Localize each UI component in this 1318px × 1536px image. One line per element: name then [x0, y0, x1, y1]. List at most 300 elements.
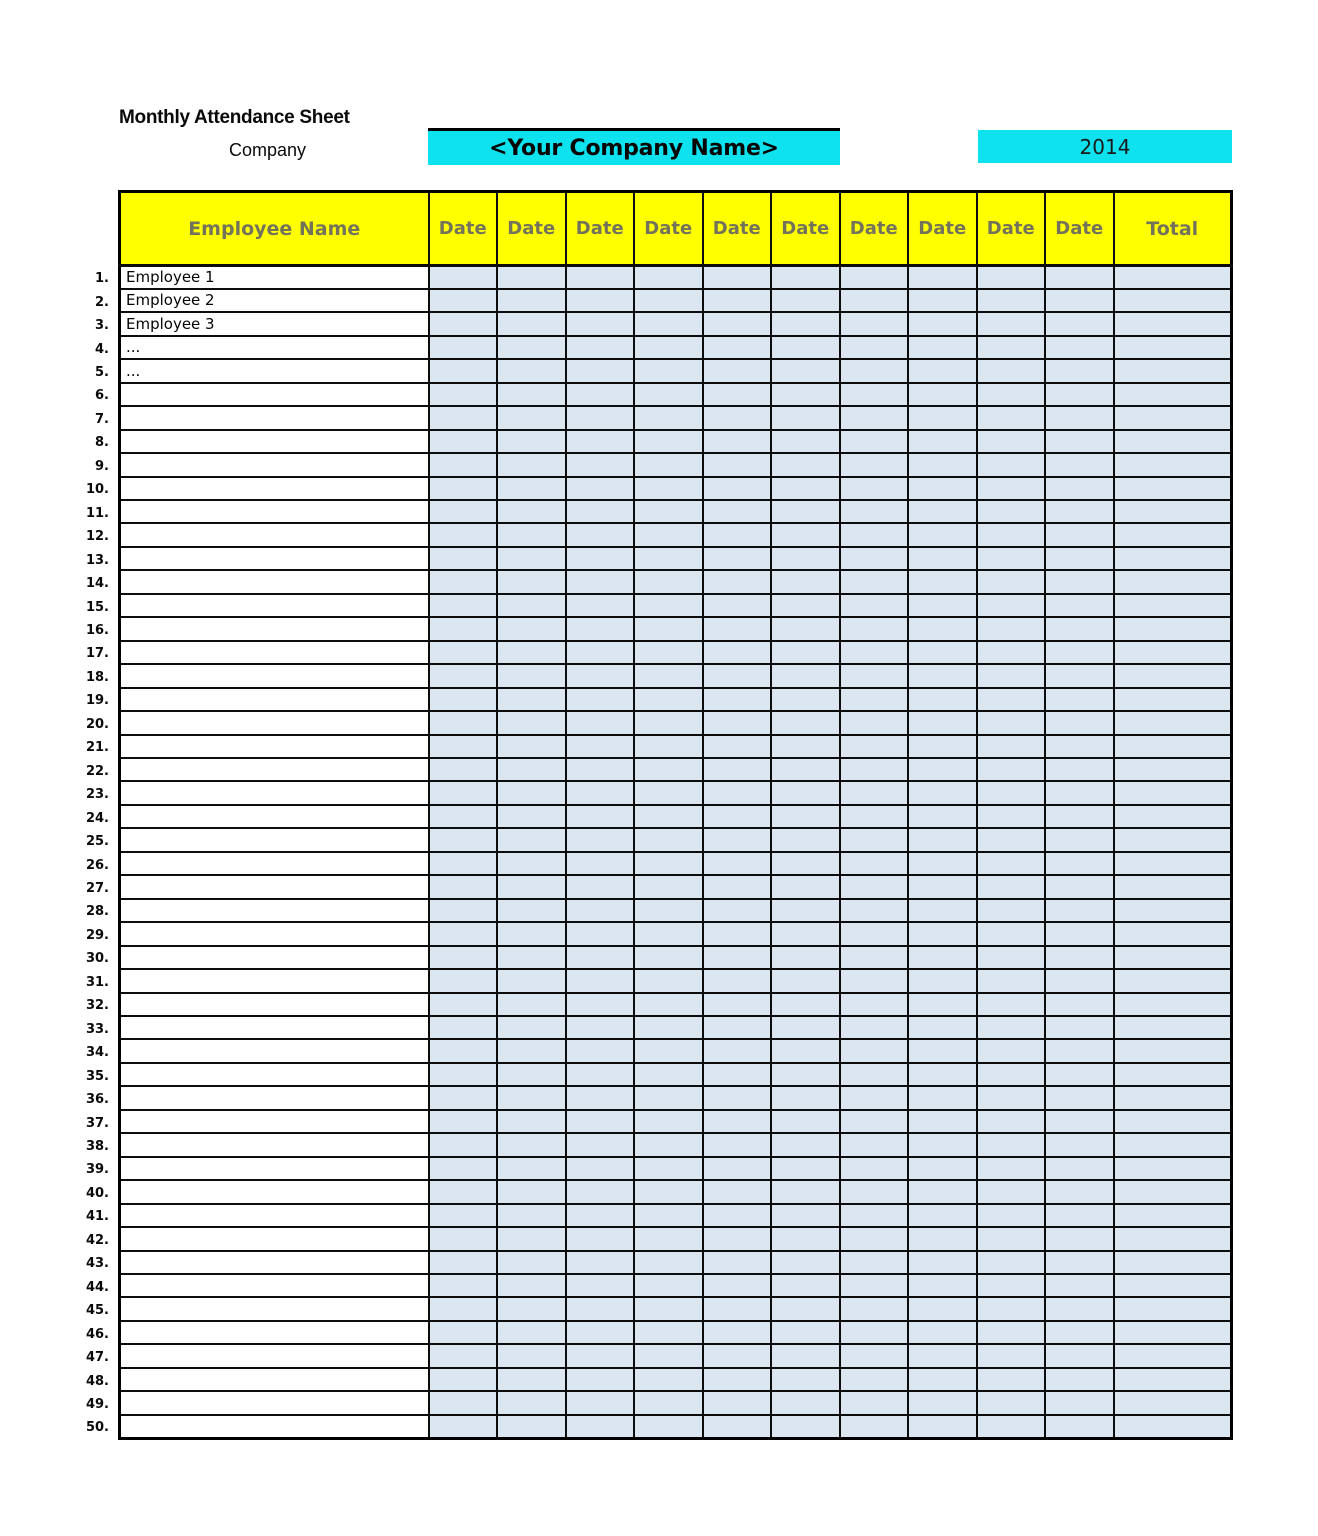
attendance-cell[interactable]: [840, 1063, 909, 1086]
attendance-cell[interactable]: [703, 1086, 772, 1109]
attendance-cell[interactable]: [1045, 617, 1114, 640]
attendance-cell[interactable]: [977, 406, 1046, 429]
attendance-cell[interactable]: [566, 430, 635, 453]
attendance-cell[interactable]: [703, 453, 772, 476]
attendance-cell[interactable]: [566, 1110, 635, 1133]
attendance-cell[interactable]: [634, 711, 703, 734]
attendance-cell[interactable]: [634, 735, 703, 758]
attendance-cell[interactable]: [566, 781, 635, 804]
attendance-cell[interactable]: [497, 946, 566, 969]
attendance-cell[interactable]: [634, 523, 703, 546]
total-cell[interactable]: [1114, 1274, 1232, 1297]
attendance-cell[interactable]: [771, 1297, 840, 1320]
attendance-cell[interactable]: [566, 383, 635, 406]
attendance-cell[interactable]: [908, 570, 977, 593]
attendance-cell[interactable]: [771, 993, 840, 1016]
attendance-cell[interactable]: [497, 336, 566, 359]
attendance-cell[interactable]: [771, 1157, 840, 1180]
attendance-cell[interactable]: [977, 523, 1046, 546]
attendance-cell[interactable]: [703, 1391, 772, 1414]
attendance-cell[interactable]: [429, 570, 498, 593]
attendance-cell[interactable]: [429, 1086, 498, 1109]
attendance-cell[interactable]: [771, 828, 840, 851]
attendance-cell[interactable]: [703, 1039, 772, 1062]
employee-name-cell[interactable]: [120, 664, 429, 687]
attendance-cell[interactable]: [497, 383, 566, 406]
total-cell[interactable]: [1114, 1415, 1232, 1438]
attendance-cell[interactable]: [977, 1133, 1046, 1156]
attendance-cell[interactable]: [771, 1133, 840, 1156]
attendance-cell[interactable]: [908, 1204, 977, 1227]
attendance-cell[interactable]: [977, 1368, 1046, 1391]
attendance-cell[interactable]: [497, 312, 566, 335]
attendance-cell[interactable]: [1045, 383, 1114, 406]
attendance-cell[interactable]: [977, 453, 1046, 476]
total-cell[interactable]: [1114, 1180, 1232, 1203]
attendance-cell[interactable]: [908, 946, 977, 969]
attendance-cell[interactable]: [1045, 875, 1114, 898]
attendance-cell[interactable]: [566, 1204, 635, 1227]
attendance-cell[interactable]: [634, 781, 703, 804]
attendance-cell[interactable]: [977, 430, 1046, 453]
total-cell[interactable]: [1114, 922, 1232, 945]
employee-name-cell[interactable]: [120, 523, 429, 546]
attendance-cell[interactable]: [1045, 547, 1114, 570]
attendance-cell[interactable]: [1045, 969, 1114, 992]
attendance-cell[interactable]: [429, 1133, 498, 1156]
attendance-cell[interactable]: [840, 993, 909, 1016]
attendance-cell[interactable]: [840, 1133, 909, 1156]
attendance-cell[interactable]: [429, 735, 498, 758]
attendance-cell[interactable]: [703, 1297, 772, 1320]
attendance-cell[interactable]: [429, 993, 498, 1016]
attendance-cell[interactable]: [703, 969, 772, 992]
attendance-cell[interactable]: [634, 922, 703, 945]
attendance-cell[interactable]: [634, 1086, 703, 1109]
total-cell[interactable]: [1114, 1227, 1232, 1250]
employee-name-cell[interactable]: [120, 1204, 429, 1227]
employee-name-cell[interactable]: [120, 711, 429, 734]
attendance-cell[interactable]: [634, 899, 703, 922]
attendance-cell[interactable]: [497, 1086, 566, 1109]
attendance-cell[interactable]: [908, 852, 977, 875]
total-cell[interactable]: [1114, 1157, 1232, 1180]
total-cell[interactable]: [1114, 1133, 1232, 1156]
attendance-cell[interactable]: [771, 266, 840, 289]
total-cell[interactable]: [1114, 1297, 1232, 1320]
employee-name-cell[interactable]: [120, 1415, 429, 1438]
attendance-cell[interactable]: [429, 1016, 498, 1039]
attendance-cell[interactable]: [771, 969, 840, 992]
attendance-cell[interactable]: [977, 899, 1046, 922]
attendance-cell[interactable]: [429, 711, 498, 734]
attendance-cell[interactable]: [566, 1039, 635, 1062]
attendance-cell[interactable]: [497, 523, 566, 546]
attendance-cell[interactable]: [771, 1344, 840, 1367]
attendance-cell[interactable]: [771, 758, 840, 781]
attendance-cell[interactable]: [429, 1391, 498, 1414]
attendance-cell[interactable]: [771, 594, 840, 617]
attendance-cell[interactable]: [840, 1251, 909, 1274]
total-cell[interactable]: [1114, 1391, 1232, 1414]
attendance-cell[interactable]: [429, 758, 498, 781]
employee-name-cell[interactable]: [120, 1251, 429, 1274]
attendance-cell[interactable]: [1045, 1391, 1114, 1414]
attendance-cell[interactable]: [840, 430, 909, 453]
attendance-cell[interactable]: [566, 1297, 635, 1320]
attendance-cell[interactable]: [703, 1016, 772, 1039]
attendance-cell[interactable]: [1045, 266, 1114, 289]
attendance-cell[interactable]: [840, 828, 909, 851]
attendance-cell[interactable]: [703, 781, 772, 804]
total-cell[interactable]: [1114, 312, 1232, 335]
attendance-cell[interactable]: [840, 758, 909, 781]
attendance-cell[interactable]: [703, 617, 772, 640]
attendance-cell[interactable]: [977, 1321, 1046, 1344]
attendance-cell[interactable]: [977, 547, 1046, 570]
attendance-cell[interactable]: [908, 711, 977, 734]
attendance-cell[interactable]: [566, 266, 635, 289]
attendance-cell[interactable]: [840, 735, 909, 758]
attendance-cell[interactable]: [566, 735, 635, 758]
attendance-cell[interactable]: [1045, 1227, 1114, 1250]
total-cell[interactable]: [1114, 969, 1232, 992]
attendance-cell[interactable]: [497, 1016, 566, 1039]
attendance-cell[interactable]: [703, 852, 772, 875]
attendance-cell[interactable]: [1045, 781, 1114, 804]
attendance-cell[interactable]: [703, 266, 772, 289]
attendance-cell[interactable]: [1045, 1368, 1114, 1391]
attendance-cell[interactable]: [566, 805, 635, 828]
total-cell[interactable]: [1114, 735, 1232, 758]
attendance-cell[interactable]: [429, 1321, 498, 1344]
attendance-cell[interactable]: [429, 359, 498, 382]
attendance-cell[interactable]: [840, 1274, 909, 1297]
employee-name-cell[interactable]: [120, 477, 429, 500]
total-cell[interactable]: [1114, 406, 1232, 429]
attendance-cell[interactable]: [566, 617, 635, 640]
attendance-cell[interactable]: [429, 547, 498, 570]
attendance-cell[interactable]: [429, 266, 498, 289]
attendance-cell[interactable]: [1045, 359, 1114, 382]
total-cell[interactable]: [1114, 1039, 1232, 1062]
attendance-cell[interactable]: [497, 1251, 566, 1274]
attendance-cell[interactable]: [908, 359, 977, 382]
attendance-cell[interactable]: [703, 1274, 772, 1297]
company-name-field[interactable]: [428, 128, 840, 165]
attendance-cell[interactable]: [771, 875, 840, 898]
attendance-cell[interactable]: [634, 641, 703, 664]
attendance-cell[interactable]: [497, 688, 566, 711]
attendance-cell[interactable]: [429, 875, 498, 898]
attendance-cell[interactable]: [703, 688, 772, 711]
attendance-cell[interactable]: [566, 453, 635, 476]
employee-name-cell[interactable]: [120, 570, 429, 593]
attendance-cell[interactable]: [429, 1274, 498, 1297]
attendance-cell[interactable]: [771, 500, 840, 523]
attendance-cell[interactable]: [908, 758, 977, 781]
attendance-cell[interactable]: [703, 594, 772, 617]
total-cell[interactable]: [1114, 688, 1232, 711]
attendance-cell[interactable]: [634, 1063, 703, 1086]
attendance-cell[interactable]: [634, 1157, 703, 1180]
attendance-cell[interactable]: [429, 664, 498, 687]
attendance-cell[interactable]: [566, 594, 635, 617]
attendance-cell[interactable]: [429, 828, 498, 851]
attendance-cell[interactable]: [703, 711, 772, 734]
attendance-cell[interactable]: [497, 477, 566, 500]
attendance-cell[interactable]: [771, 899, 840, 922]
total-cell[interactable]: [1114, 758, 1232, 781]
attendance-cell[interactable]: [429, 477, 498, 500]
attendance-cell[interactable]: [840, 1039, 909, 1062]
attendance-cell[interactable]: [908, 1321, 977, 1344]
attendance-cell[interactable]: [977, 1110, 1046, 1133]
attendance-cell[interactable]: [703, 406, 772, 429]
employee-name-cell[interactable]: [120, 1157, 429, 1180]
attendance-cell[interactable]: [840, 570, 909, 593]
total-cell[interactable]: [1114, 1204, 1232, 1227]
attendance-cell[interactable]: [703, 523, 772, 546]
attendance-cell[interactable]: [634, 664, 703, 687]
attendance-cell[interactable]: [840, 359, 909, 382]
attendance-cell[interactable]: [634, 500, 703, 523]
attendance-cell[interactable]: [908, 1110, 977, 1133]
attendance-cell[interactable]: [429, 617, 498, 640]
total-cell[interactable]: [1114, 805, 1232, 828]
attendance-cell[interactable]: [908, 993, 977, 1016]
attendance-cell[interactable]: [1045, 946, 1114, 969]
attendance-cell[interactable]: [429, 641, 498, 664]
attendance-cell[interactable]: [840, 1391, 909, 1414]
attendance-cell[interactable]: [634, 594, 703, 617]
attendance-cell[interactable]: [703, 477, 772, 500]
attendance-cell[interactable]: [1045, 1321, 1114, 1344]
attendance-cell[interactable]: [908, 1016, 977, 1039]
attendance-cell[interactable]: [634, 828, 703, 851]
attendance-cell[interactable]: [840, 547, 909, 570]
attendance-cell[interactable]: [497, 735, 566, 758]
attendance-cell[interactable]: [977, 852, 1046, 875]
attendance-cell[interactable]: [1045, 758, 1114, 781]
attendance-cell[interactable]: [634, 1274, 703, 1297]
attendance-cell[interactable]: [634, 1133, 703, 1156]
attendance-cell[interactable]: [908, 688, 977, 711]
attendance-cell[interactable]: [566, 688, 635, 711]
attendance-cell[interactable]: [908, 312, 977, 335]
employee-name-cell[interactable]: [120, 1344, 429, 1367]
attendance-cell[interactable]: [977, 1204, 1046, 1227]
attendance-cell[interactable]: [566, 899, 635, 922]
attendance-cell[interactable]: [977, 266, 1046, 289]
attendance-cell[interactable]: [497, 922, 566, 945]
attendance-cell[interactable]: [497, 1274, 566, 1297]
attendance-cell[interactable]: [634, 570, 703, 593]
attendance-cell[interactable]: [634, 547, 703, 570]
employee-name-cell[interactable]: [120, 594, 429, 617]
attendance-cell[interactable]: [908, 1368, 977, 1391]
attendance-cell[interactable]: [566, 946, 635, 969]
attendance-cell[interactable]: [634, 312, 703, 335]
attendance-cell[interactable]: [908, 547, 977, 570]
total-cell[interactable]: [1114, 1251, 1232, 1274]
attendance-cell[interactable]: [977, 1157, 1046, 1180]
attendance-cell[interactable]: [840, 336, 909, 359]
attendance-cell[interactable]: [908, 406, 977, 429]
total-cell[interactable]: [1114, 594, 1232, 617]
attendance-cell[interactable]: [429, 1368, 498, 1391]
attendance-cell[interactable]: [977, 1297, 1046, 1320]
attendance-cell[interactable]: [1045, 735, 1114, 758]
attendance-cell[interactable]: [1045, 1110, 1114, 1133]
attendance-cell[interactable]: [840, 1415, 909, 1438]
attendance-cell[interactable]: [840, 899, 909, 922]
attendance-cell[interactable]: [703, 383, 772, 406]
attendance-cell[interactable]: [1045, 1415, 1114, 1438]
attendance-cell[interactable]: [429, 852, 498, 875]
attendance-cell[interactable]: [840, 289, 909, 312]
total-cell[interactable]: [1114, 547, 1232, 570]
attendance-cell[interactable]: [566, 758, 635, 781]
attendance-cell[interactable]: [977, 1251, 1046, 1274]
attendance-cell[interactable]: [840, 523, 909, 546]
attendance-cell[interactable]: [840, 641, 909, 664]
attendance-cell[interactable]: [771, 1086, 840, 1109]
attendance-cell[interactable]: [497, 1415, 566, 1438]
attendance-cell[interactable]: [840, 1321, 909, 1344]
employee-name-cell[interactable]: [120, 1039, 429, 1062]
total-cell[interactable]: [1114, 1086, 1232, 1109]
attendance-cell[interactable]: [977, 336, 1046, 359]
attendance-cell[interactable]: [566, 641, 635, 664]
attendance-cell[interactable]: [634, 289, 703, 312]
attendance-cell[interactable]: [771, 664, 840, 687]
attendance-cell[interactable]: [771, 852, 840, 875]
attendance-cell[interactable]: [634, 1297, 703, 1320]
attendance-cell[interactable]: [771, 1039, 840, 1062]
attendance-cell[interactable]: [977, 570, 1046, 593]
attendance-cell[interactable]: [771, 406, 840, 429]
attendance-cell[interactable]: [634, 477, 703, 500]
attendance-cell[interactable]: [429, 1063, 498, 1086]
attendance-cell[interactable]: [771, 359, 840, 382]
employee-name-cell[interactable]: [120, 1274, 429, 1297]
attendance-cell[interactable]: [977, 289, 1046, 312]
attendance-cell[interactable]: [908, 1415, 977, 1438]
attendance-cell[interactable]: [1045, 1063, 1114, 1086]
attendance-cell[interactable]: [634, 875, 703, 898]
attendance-cell[interactable]: [566, 1180, 635, 1203]
attendance-cell[interactable]: [908, 1063, 977, 1086]
attendance-cell[interactable]: [1045, 922, 1114, 945]
attendance-cell[interactable]: [703, 664, 772, 687]
attendance-cell[interactable]: [497, 617, 566, 640]
attendance-cell[interactable]: [497, 430, 566, 453]
attendance-cell[interactable]: [771, 781, 840, 804]
attendance-cell[interactable]: [497, 594, 566, 617]
attendance-cell[interactable]: [703, 1063, 772, 1086]
attendance-cell[interactable]: [977, 664, 1046, 687]
attendance-cell[interactable]: [977, 1016, 1046, 1039]
attendance-cell[interactable]: [634, 805, 703, 828]
attendance-cell[interactable]: [977, 1039, 1046, 1062]
attendance-cell[interactable]: [840, 688, 909, 711]
attendance-cell[interactable]: [908, 641, 977, 664]
attendance-cell[interactable]: [771, 1415, 840, 1438]
attendance-cell[interactable]: [977, 617, 1046, 640]
attendance-cell[interactable]: [497, 828, 566, 851]
attendance-cell[interactable]: [497, 641, 566, 664]
attendance-cell[interactable]: [497, 1157, 566, 1180]
total-cell[interactable]: [1114, 523, 1232, 546]
attendance-cell[interactable]: [497, 570, 566, 593]
employee-name-cell[interactable]: [120, 805, 429, 828]
attendance-cell[interactable]: [908, 289, 977, 312]
attendance-cell[interactable]: [1045, 1133, 1114, 1156]
attendance-cell[interactable]: [977, 383, 1046, 406]
attendance-cell[interactable]: [497, 1344, 566, 1367]
attendance-cell[interactable]: [771, 946, 840, 969]
employee-name-cell[interactable]: [120, 500, 429, 523]
total-cell[interactable]: [1114, 711, 1232, 734]
attendance-cell[interactable]: [908, 922, 977, 945]
year-field[interactable]: [978, 130, 1232, 163]
attendance-cell[interactable]: [566, 828, 635, 851]
attendance-cell[interactable]: [977, 1415, 1046, 1438]
attendance-cell[interactable]: [703, 946, 772, 969]
attendance-cell[interactable]: [908, 899, 977, 922]
employee-name-cell[interactable]: [120, 430, 429, 453]
attendance-cell[interactable]: [429, 1344, 498, 1367]
attendance-cell[interactable]: [1045, 664, 1114, 687]
employee-name-cell[interactable]: ...: [120, 336, 429, 359]
attendance-cell[interactable]: [1045, 500, 1114, 523]
attendance-cell[interactable]: [1045, 1157, 1114, 1180]
attendance-cell[interactable]: [429, 500, 498, 523]
employee-name-cell[interactable]: [120, 875, 429, 898]
attendance-cell[interactable]: [908, 664, 977, 687]
total-cell[interactable]: [1114, 477, 1232, 500]
attendance-cell[interactable]: [703, 1368, 772, 1391]
attendance-cell[interactable]: [1045, 1039, 1114, 1062]
attendance-cell[interactable]: [429, 1039, 498, 1062]
attendance-cell[interactable]: [497, 1110, 566, 1133]
attendance-cell[interactable]: [908, 875, 977, 898]
total-cell[interactable]: [1114, 664, 1232, 687]
attendance-cell[interactable]: [977, 805, 1046, 828]
attendance-cell[interactable]: [429, 594, 498, 617]
attendance-cell[interactable]: [771, 641, 840, 664]
attendance-cell[interactable]: [908, 1391, 977, 1414]
attendance-cell[interactable]: [703, 922, 772, 945]
attendance-cell[interactable]: [429, 1110, 498, 1133]
attendance-cell[interactable]: [840, 477, 909, 500]
attendance-cell[interactable]: [908, 500, 977, 523]
employee-name-cell[interactable]: [120, 453, 429, 476]
attendance-cell[interactable]: [566, 547, 635, 570]
attendance-cell[interactable]: [566, 1157, 635, 1180]
attendance-cell[interactable]: [977, 781, 1046, 804]
attendance-cell[interactable]: [497, 547, 566, 570]
attendance-cell[interactable]: [429, 946, 498, 969]
attendance-cell[interactable]: [977, 828, 1046, 851]
attendance-cell[interactable]: [634, 617, 703, 640]
employee-name-cell[interactable]: [120, 1391, 429, 1414]
attendance-cell[interactable]: [497, 1180, 566, 1203]
attendance-cell[interactable]: [840, 969, 909, 992]
attendance-cell[interactable]: [840, 453, 909, 476]
attendance-cell[interactable]: [977, 758, 1046, 781]
